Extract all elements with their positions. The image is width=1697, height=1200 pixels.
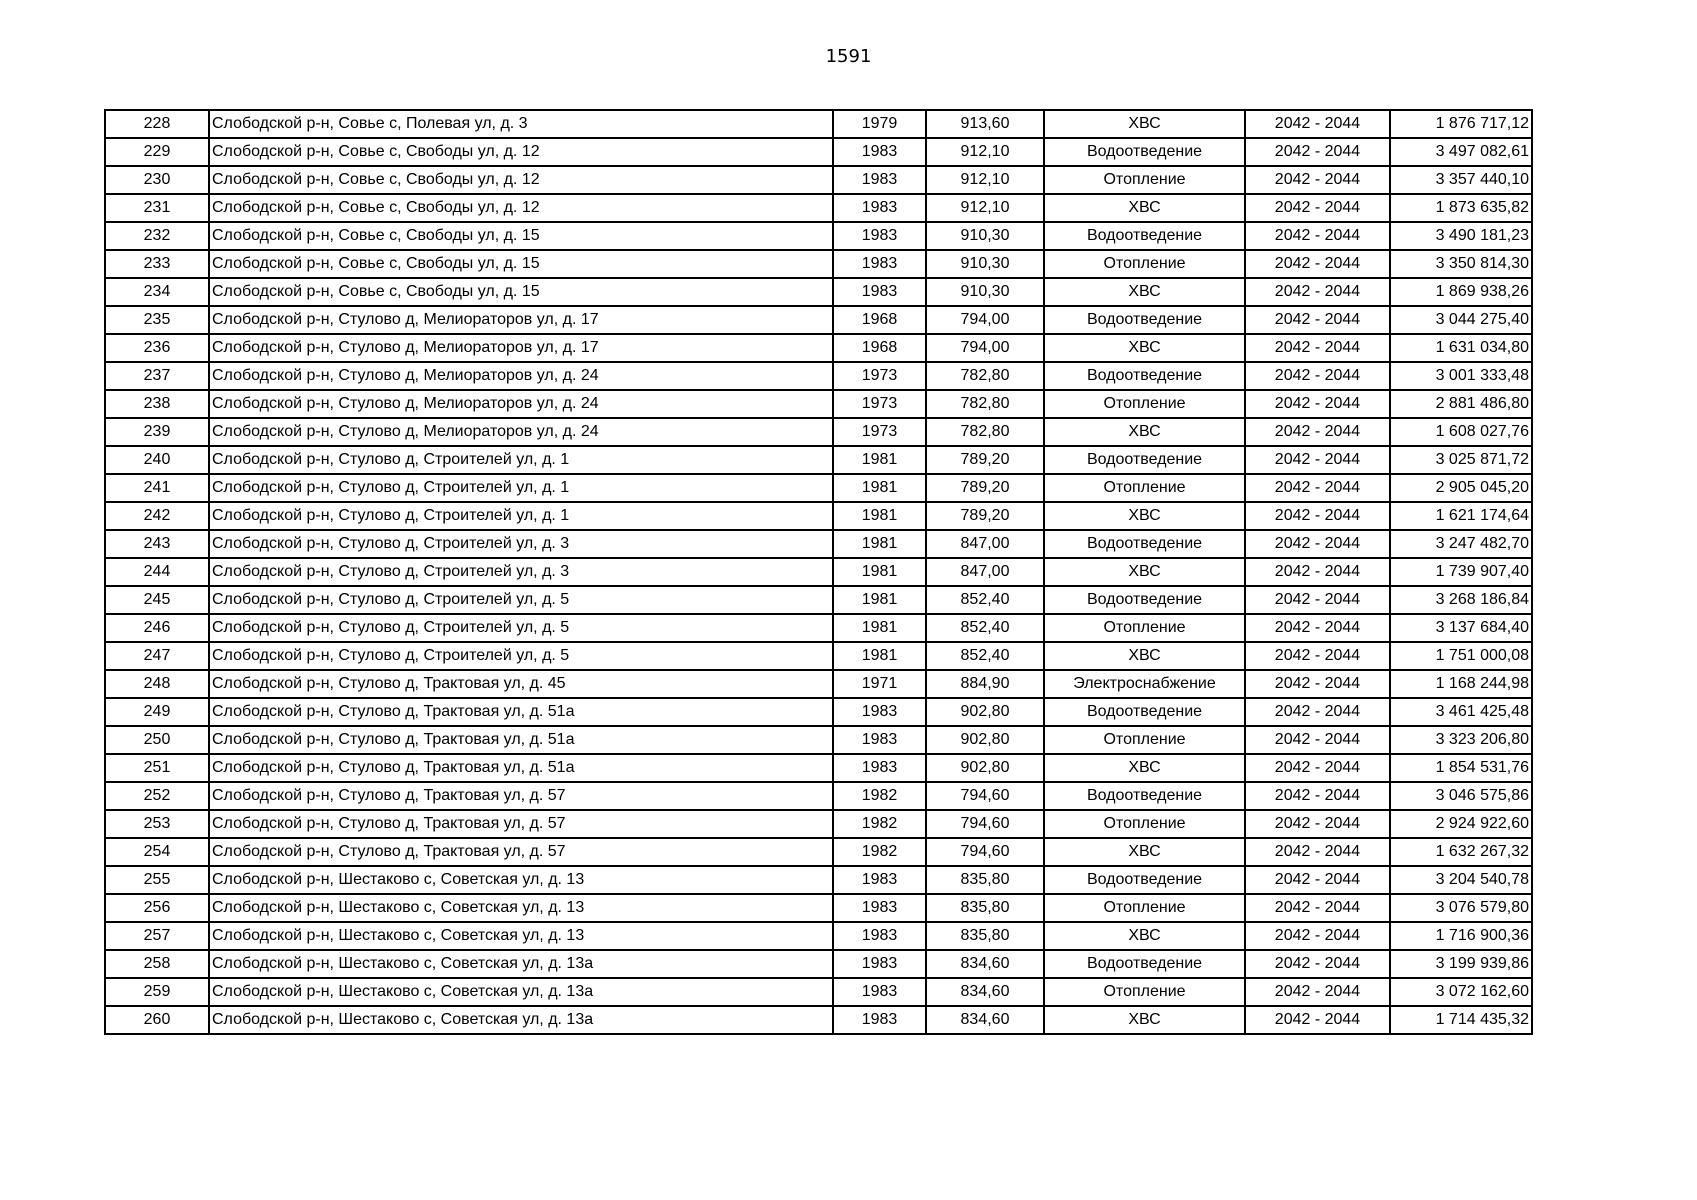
address-cell: Слободской р-н, Шестаково с, Советская ул, д. 13: [209, 866, 833, 894]
row-number: 254: [105, 838, 209, 866]
table-row: [105, 138, 1532, 166]
year-cell: 1981: [833, 614, 926, 642]
period-cell: 2042 - 2044: [1245, 754, 1390, 782]
cost-cell: 1 751 000,08: [1390, 642, 1532, 670]
period-cell: 2042 - 2044: [1245, 978, 1390, 1006]
address-cell: Слободской р-н, Стулово д, Мелиораторов ул, д. 24: [209, 390, 833, 418]
cost-cell: 3 046 575,86: [1390, 782, 1532, 810]
area-cell: 835,80: [926, 922, 1044, 950]
area-cell: 913,60: [926, 110, 1044, 138]
period-cell: 2042 - 2044: [1245, 166, 1390, 194]
repair-schedule-table: [104, 109, 1533, 1035]
table-row: [105, 194, 1532, 222]
address-cell: Слободской р-н, Шестаково с, Советская ул, д. 13: [209, 922, 833, 950]
address-cell: Слободской р-н, Шестаково с, Советская ул, д. 13а: [209, 978, 833, 1006]
area-cell: 910,30: [926, 278, 1044, 306]
table-row: [105, 670, 1532, 698]
table-row: [105, 586, 1532, 614]
work-type-cell: Отопление: [1044, 726, 1245, 754]
cost-cell: 2 924 922,60: [1390, 810, 1532, 838]
work-type-cell: Отопление: [1044, 390, 1245, 418]
table-row: [105, 278, 1532, 306]
year-cell: 1983: [833, 894, 926, 922]
table-row: [105, 390, 1532, 418]
cost-cell: 1 716 900,36: [1390, 922, 1532, 950]
cost-cell: 3 323 206,80: [1390, 726, 1532, 754]
page-number: 1591: [825, 46, 872, 67]
work-type-cell: Водоотведение: [1044, 138, 1245, 166]
area-cell: 834,60: [926, 950, 1044, 978]
row-number: 240: [105, 446, 209, 474]
work-type-cell: ХВС: [1044, 754, 1245, 782]
area-cell: 789,20: [926, 474, 1044, 502]
area-cell: 835,80: [926, 866, 1044, 894]
address-cell: Слободской р-н, Стулово д, Трактовая ул, д. 51а: [209, 726, 833, 754]
area-cell: 910,30: [926, 250, 1044, 278]
year-cell: 1982: [833, 838, 926, 866]
year-cell: 1983: [833, 866, 926, 894]
table-row: [105, 222, 1532, 250]
address-cell: Слободской р-н, Стулово д, Строителей ул, д. 5: [209, 642, 833, 670]
table-row: [105, 250, 1532, 278]
row-number: 228: [105, 110, 209, 138]
work-type-cell: Отопление: [1044, 614, 1245, 642]
year-cell: 1983: [833, 978, 926, 1006]
area-cell: 794,60: [926, 810, 1044, 838]
table-row: [105, 754, 1532, 782]
row-number: 247: [105, 642, 209, 670]
address-cell: Слободской р-н, Стулово д, Трактовая ул, д. 57: [209, 838, 833, 866]
period-cell: 2042 - 2044: [1245, 614, 1390, 642]
cost-cell: 3 461 425,48: [1390, 698, 1532, 726]
area-cell: 884,90: [926, 670, 1044, 698]
address-cell: Слободской р-н, Стулово д, Мелиораторов ул, д. 17: [209, 334, 833, 362]
area-cell: 902,80: [926, 698, 1044, 726]
cost-cell: 3 204 540,78: [1390, 866, 1532, 894]
table-row: [105, 166, 1532, 194]
year-cell: 1983: [833, 194, 926, 222]
address-cell: Слободской р-н, Совье с, Свободы ул, д. 15: [209, 222, 833, 250]
cost-cell: 3 025 871,72: [1390, 446, 1532, 474]
cost-cell: 1 876 717,12: [1390, 110, 1532, 138]
row-number: 249: [105, 698, 209, 726]
work-type-cell: ХВС: [1044, 334, 1245, 362]
year-cell: 1968: [833, 306, 926, 334]
cost-cell: 3 137 684,40: [1390, 614, 1532, 642]
area-cell: 782,80: [926, 362, 1044, 390]
period-cell: 2042 - 2044: [1245, 782, 1390, 810]
area-cell: 789,20: [926, 446, 1044, 474]
year-cell: 1981: [833, 530, 926, 558]
work-type-cell: Отопление: [1044, 474, 1245, 502]
year-cell: 1983: [833, 222, 926, 250]
year-cell: 1983: [833, 138, 926, 166]
table-row: [105, 838, 1532, 866]
period-cell: 2042 - 2044: [1245, 334, 1390, 362]
cost-cell: 3 199 939,86: [1390, 950, 1532, 978]
table-row: [105, 334, 1532, 362]
cost-cell: 3 350 814,30: [1390, 250, 1532, 278]
cost-cell: 2 881 486,80: [1390, 390, 1532, 418]
cost-cell: 1 714 435,32: [1390, 1006, 1532, 1034]
year-cell: 1971: [833, 670, 926, 698]
cost-cell: 3 072 162,60: [1390, 978, 1532, 1006]
period-cell: 2042 - 2044: [1245, 446, 1390, 474]
area-cell: 847,00: [926, 558, 1044, 586]
table-row: [105, 978, 1532, 1006]
area-cell: 912,10: [926, 138, 1044, 166]
table-row: [105, 894, 1532, 922]
work-type-cell: Отопление: [1044, 810, 1245, 838]
work-type-cell: Отопление: [1044, 166, 1245, 194]
address-cell: Слободской р-н, Стулово д, Трактовая ул, д. 45: [209, 670, 833, 698]
cost-cell: 1 168 244,98: [1390, 670, 1532, 698]
table-row: [105, 866, 1532, 894]
row-number: 259: [105, 978, 209, 1006]
work-type-cell: Водоотведение: [1044, 530, 1245, 558]
cost-cell: 1 631 034,80: [1390, 334, 1532, 362]
period-cell: 2042 - 2044: [1245, 894, 1390, 922]
address-cell: Слободской р-н, Стулово д, Мелиораторов ул, д. 24: [209, 362, 833, 390]
work-type-cell: Отопление: [1044, 250, 1245, 278]
year-cell: 1983: [833, 726, 926, 754]
year-cell: 1983: [833, 754, 926, 782]
address-cell: Слободской р-н, Стулово д, Мелиораторов ул, д. 24: [209, 418, 833, 446]
table-row: [105, 502, 1532, 530]
address-cell: Слободской р-н, Стулово д, Строителей ул, д. 5: [209, 586, 833, 614]
year-cell: 1983: [833, 250, 926, 278]
cost-cell: 1 608 027,76: [1390, 418, 1532, 446]
address-cell: Слободской р-н, Совье с, Свободы ул, д. 15: [209, 278, 833, 306]
row-number: 238: [105, 390, 209, 418]
row-number: 251: [105, 754, 209, 782]
period-cell: 2042 - 2044: [1245, 390, 1390, 418]
year-cell: 1981: [833, 558, 926, 586]
table-row: [105, 558, 1532, 586]
work-type-cell: Водоотведение: [1044, 446, 1245, 474]
row-number: 248: [105, 670, 209, 698]
cost-cell: 3 490 181,23: [1390, 222, 1532, 250]
address-cell: Слободской р-н, Стулово д, Трактовая ул, д. 51а: [209, 754, 833, 782]
period-cell: 2042 - 2044: [1245, 642, 1390, 670]
address-cell: Слободской р-н, Шестаково с, Советская ул, д. 13а: [209, 1006, 833, 1034]
year-cell: 1968: [833, 334, 926, 362]
table-row: [105, 446, 1532, 474]
work-type-cell: ХВС: [1044, 502, 1245, 530]
period-cell: 2042 - 2044: [1245, 922, 1390, 950]
area-cell: 910,30: [926, 222, 1044, 250]
period-cell: 2042 - 2044: [1245, 306, 1390, 334]
period-cell: 2042 - 2044: [1245, 950, 1390, 978]
table-body: [105, 110, 1532, 1034]
area-cell: 794,00: [926, 306, 1044, 334]
cost-cell: 1 869 938,26: [1390, 278, 1532, 306]
row-number: 257: [105, 922, 209, 950]
table-row: [105, 306, 1532, 334]
cost-cell: 1 873 635,82: [1390, 194, 1532, 222]
row-number: 229: [105, 138, 209, 166]
work-type-cell: Водоотведение: [1044, 950, 1245, 978]
cost-cell: 1 632 267,32: [1390, 838, 1532, 866]
period-cell: 2042 - 2044: [1245, 222, 1390, 250]
address-cell: Слободской р-н, Шестаково с, Советская ул, д. 13а: [209, 950, 833, 978]
address-cell: Слободской р-н, Стулово д, Строителей ул, д. 5: [209, 614, 833, 642]
area-cell: 902,80: [926, 726, 1044, 754]
year-cell: 1981: [833, 474, 926, 502]
year-cell: 1979: [833, 110, 926, 138]
table-row: [105, 418, 1532, 446]
address-cell: Слободской р-н, Совье с, Свободы ул, д. 12: [209, 138, 833, 166]
period-cell: 2042 - 2044: [1245, 362, 1390, 390]
table-row: [105, 810, 1532, 838]
table-row: [105, 474, 1532, 502]
row-number: 235: [105, 306, 209, 334]
period-cell: 2042 - 2044: [1245, 474, 1390, 502]
period-cell: 2042 - 2044: [1245, 502, 1390, 530]
period-cell: 2042 - 2044: [1245, 418, 1390, 446]
cost-cell: 1 854 531,76: [1390, 754, 1532, 782]
work-type-cell: Водоотведение: [1044, 782, 1245, 810]
cost-cell: 3 247 482,70: [1390, 530, 1532, 558]
work-type-cell: ХВС: [1044, 194, 1245, 222]
year-cell: 1981: [833, 446, 926, 474]
row-number: 233: [105, 250, 209, 278]
cost-cell: 2 905 045,20: [1390, 474, 1532, 502]
table-row: [105, 362, 1532, 390]
row-number: 231: [105, 194, 209, 222]
year-cell: 1983: [833, 950, 926, 978]
row-number: 244: [105, 558, 209, 586]
table-row: [105, 698, 1532, 726]
row-number: 232: [105, 222, 209, 250]
year-cell: 1973: [833, 390, 926, 418]
address-cell: Слободской р-н, Стулово д, Мелиораторов ул, д. 17: [209, 306, 833, 334]
table-row: [105, 726, 1532, 754]
year-cell: 1983: [833, 278, 926, 306]
cost-cell: 3 497 082,61: [1390, 138, 1532, 166]
row-number: 260: [105, 1006, 209, 1034]
work-type-cell: ХВС: [1044, 922, 1245, 950]
row-number: 246: [105, 614, 209, 642]
period-cell: 2042 - 2044: [1245, 810, 1390, 838]
period-cell: 2042 - 2044: [1245, 530, 1390, 558]
area-cell: 782,80: [926, 418, 1044, 446]
area-cell: 847,00: [926, 530, 1044, 558]
address-cell: Слободской р-н, Стулово д, Трактовая ул, д. 57: [209, 810, 833, 838]
area-cell: 794,60: [926, 838, 1044, 866]
period-cell: 2042 - 2044: [1245, 838, 1390, 866]
area-cell: 782,80: [926, 390, 1044, 418]
row-number: 230: [105, 166, 209, 194]
period-cell: 2042 - 2044: [1245, 138, 1390, 166]
address-cell: Слободской р-н, Стулово д, Трактовая ул, д. 57: [209, 782, 833, 810]
row-number: 256: [105, 894, 209, 922]
table-row: [105, 950, 1532, 978]
area-cell: 794,00: [926, 334, 1044, 362]
cost-cell: 1 621 174,64: [1390, 502, 1532, 530]
area-cell: 835,80: [926, 894, 1044, 922]
work-type-cell: Водоотведение: [1044, 306, 1245, 334]
address-cell: Слободской р-н, Стулово д, Строителей ул, д. 1: [209, 446, 833, 474]
address-cell: Слободской р-н, Стулово д, Трактовая ул, д. 51а: [209, 698, 833, 726]
work-type-cell: ХВС: [1044, 110, 1245, 138]
table-row: [105, 782, 1532, 810]
cost-cell: 3 044 275,40: [1390, 306, 1532, 334]
cost-cell: 1 739 907,40: [1390, 558, 1532, 586]
year-cell: 1973: [833, 418, 926, 446]
work-type-cell: Отопление: [1044, 978, 1245, 1006]
table-row: [105, 110, 1532, 138]
row-number: 241: [105, 474, 209, 502]
row-number: 245: [105, 586, 209, 614]
period-cell: 2042 - 2044: [1245, 670, 1390, 698]
work-type-cell: ХВС: [1044, 1006, 1245, 1034]
row-number: 243: [105, 530, 209, 558]
address-cell: Слободской р-н, Шестаково с, Советская ул, д. 13: [209, 894, 833, 922]
year-cell: 1981: [833, 502, 926, 530]
cost-cell: 3 357 440,10: [1390, 166, 1532, 194]
table-row: [105, 530, 1532, 558]
year-cell: 1983: [833, 166, 926, 194]
area-cell: 852,40: [926, 614, 1044, 642]
area-cell: 789,20: [926, 502, 1044, 530]
period-cell: 2042 - 2044: [1245, 698, 1390, 726]
area-cell: 912,10: [926, 194, 1044, 222]
area-cell: 852,40: [926, 642, 1044, 670]
work-type-cell: Электроснабжение: [1044, 670, 1245, 698]
period-cell: 2042 - 2044: [1245, 250, 1390, 278]
row-number: 234: [105, 278, 209, 306]
address-cell: Слободской р-н, Совье с, Свободы ул, д. 12: [209, 194, 833, 222]
year-cell: 1973: [833, 362, 926, 390]
address-cell: Слободской р-н, Стулово д, Строителей ул, д. 1: [209, 474, 833, 502]
year-cell: 1982: [833, 782, 926, 810]
row-number: 250: [105, 726, 209, 754]
work-type-cell: Водоотведение: [1044, 222, 1245, 250]
work-type-cell: Водоотведение: [1044, 866, 1245, 894]
work-type-cell: ХВС: [1044, 558, 1245, 586]
row-number: 252: [105, 782, 209, 810]
work-type-cell: Водоотведение: [1044, 698, 1245, 726]
cost-cell: 3 001 333,48: [1390, 362, 1532, 390]
table-row: [105, 642, 1532, 670]
area-cell: 834,60: [926, 978, 1044, 1006]
address-cell: Слободской р-н, Совье с, Полевая ул, д. 3: [209, 110, 833, 138]
work-type-cell: Водоотведение: [1044, 586, 1245, 614]
area-cell: 902,80: [926, 754, 1044, 782]
cost-cell: 3 076 579,80: [1390, 894, 1532, 922]
cost-cell: 3 268 186,84: [1390, 586, 1532, 614]
table-row: [105, 614, 1532, 642]
row-number: 242: [105, 502, 209, 530]
period-cell: 2042 - 2044: [1245, 726, 1390, 754]
period-cell: 2042 - 2044: [1245, 1006, 1390, 1034]
area-cell: 852,40: [926, 586, 1044, 614]
address-cell: Слободской р-н, Совье с, Свободы ул, д. 15: [209, 250, 833, 278]
year-cell: 1982: [833, 810, 926, 838]
period-cell: 2042 - 2044: [1245, 110, 1390, 138]
year-cell: 1983: [833, 698, 926, 726]
period-cell: 2042 - 2044: [1245, 278, 1390, 306]
area-cell: 912,10: [926, 166, 1044, 194]
work-type-cell: ХВС: [1044, 418, 1245, 446]
period-cell: 2042 - 2044: [1245, 866, 1390, 894]
period-cell: 2042 - 2044: [1245, 194, 1390, 222]
year-cell: 1983: [833, 922, 926, 950]
work-type-cell: ХВС: [1044, 838, 1245, 866]
row-number: 255: [105, 866, 209, 894]
address-cell: Слободской р-н, Стулово д, Строителей ул, д. 3: [209, 530, 833, 558]
address-cell: Слободской р-н, Совье с, Свободы ул, д. 12: [209, 166, 833, 194]
table-row: [105, 922, 1532, 950]
row-number: 237: [105, 362, 209, 390]
row-number: 253: [105, 810, 209, 838]
work-type-cell: ХВС: [1044, 278, 1245, 306]
area-cell: 834,60: [926, 1006, 1044, 1034]
address-cell: Слободской р-н, Стулово д, Строителей ул, д. 1: [209, 502, 833, 530]
row-number: 236: [105, 334, 209, 362]
year-cell: 1983: [833, 1006, 926, 1034]
table-row: [105, 1006, 1532, 1034]
period-cell: 2042 - 2044: [1245, 558, 1390, 586]
area-cell: 794,60: [926, 782, 1044, 810]
row-number: 258: [105, 950, 209, 978]
address-cell: Слободской р-н, Стулово д, Строителей ул, д. 3: [209, 558, 833, 586]
work-type-cell: ХВС: [1044, 642, 1245, 670]
year-cell: 1981: [833, 586, 926, 614]
work-type-cell: Водоотведение: [1044, 362, 1245, 390]
period-cell: 2042 - 2044: [1245, 586, 1390, 614]
row-number: 239: [105, 418, 209, 446]
year-cell: 1981: [833, 642, 926, 670]
work-type-cell: Отопление: [1044, 894, 1245, 922]
